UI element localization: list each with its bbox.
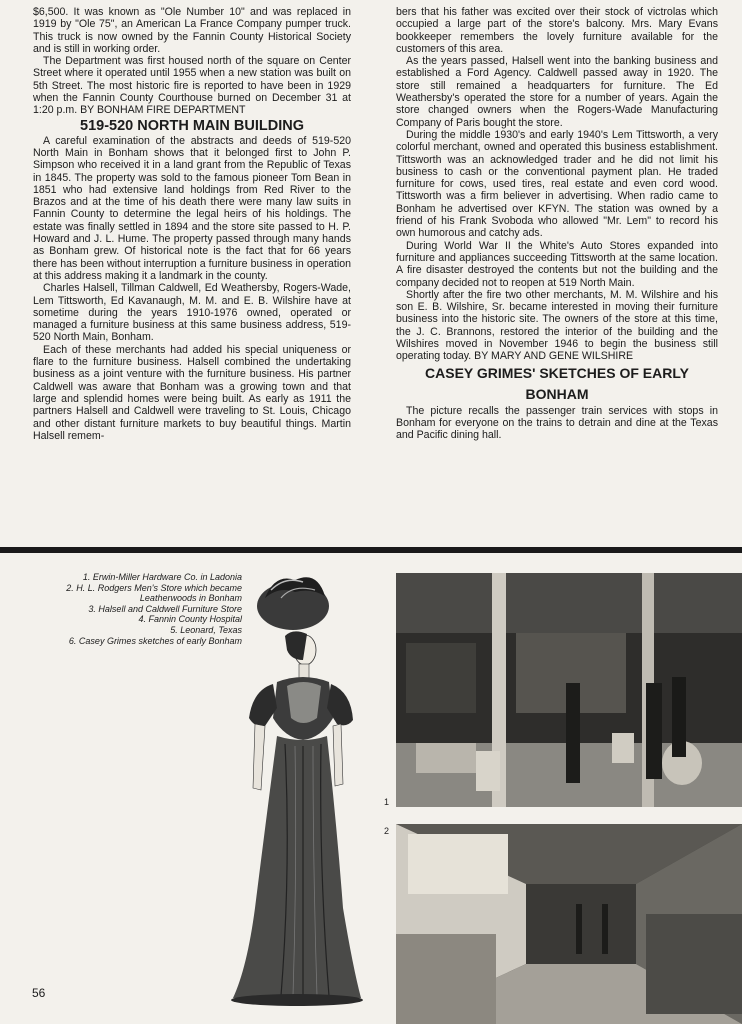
body-paragraph: During World War II the White's Auto Stores expanded into furniture and appliances succeeding Tittsworth at the same location. A fire disaster destroyed the contents but not the building and the company decided not to reopen at 519 North Main. [396, 239, 718, 289]
caption-line: 5. Leonard, Texas [170, 624, 242, 635]
mens-store-photo [396, 824, 742, 1024]
photo-number: 2 [384, 826, 390, 836]
right-column [396, 6, 718, 442]
victorian-woman-illustration [225, 568, 365, 1008]
body-paragraph: bers that his father was excited over their stock of victrolas which occupied a large part of the store's balcony. Mrs. Mary Evans bookkeeper remembers the lovely furniture available for the customers of this area. [396, 6, 718, 55]
left-column [33, 6, 351, 442]
caption-line: Leatherwoods in Bonham [139, 593, 242, 604]
caption-line: 2. H. L. Rodgers Men's Store which became [66, 582, 242, 593]
page-number: 56 [32, 986, 46, 1000]
caption-line: 1. Erwin-Miller Hardware Co. in Ladonia [82, 572, 242, 582]
body-paragraph: A careful examination of the abstracts and deeds of 519-520 North Main in Bonham shows that it belonged first to John P. Simpson who received it in a land grant from the Republic of Texas in 1845. The property was sold to the famous pioneer Tom Bean in 1851 who had extensive land holdings from Red River to the Brazos and at the time of his death there were many law suits in Fannin County to determine the legal heirs of his holdings. The estate was finally settled in 1894 and the store site passed to H. P. Howard and J. L. Hume. The property passed through many hands as Bonham grew. Of historical note is the fact that for 66 years there has been without interruption a furniture business in operation at this address making it a landmark in the county. [33, 134, 351, 282]
caption-line: 6. Casey Grimes sketches of early Bonham [68, 635, 242, 646]
section-heading: CASEY GRIMES' SKETCHES OF EARLY BONHAM [425, 364, 689, 402]
intro-paragraph: The Department was first housed north of the square on Center Street where it operated until 1955 when a new station was built on 5th Street. The most historic fire is reported to have been in 1929 when the Fannin County Courthouse burned on December 31 at 1:20 p.m. BY BONHAM FIRE DEPARTMENT [33, 55, 351, 117]
body-paragraph: During the middle 1930's and early 1940's Lem Tittsworth, a very colorful merchant, owned and operated this business establishment. Tittsworth was an acknowledged trader and he did not limit his business to cash or the conventional payment plan. He traded furniture for cows, used tires, real estate and even cord wood. Tittsworth was a firm believer in advertising. When radio came to Bonham he advertised over KFYN. The station was owned by a friend of his Frank Svoboda who allowed "Mr. Lem" to record his own humorous and catchy ads. [396, 128, 718, 240]
body-paragraph: Shortly after the fire two other merchants, M. M. Wilshire and his son E. B. Wilshire, Sr. became interested in moving their furniture business into the historic site. The owners of the store at this time, the J. C. Brannons, restored the interior of the building and the Wilshires moved in November 1946 to begin the business still operating today. BY MARY AND GENE WILSHIRE [396, 288, 718, 363]
section-divider [0, 547, 742, 553]
body-paragraph: Charles Halsell, Tillman Caldwell, Ed Weathersby, Rogers-Wade, Lem Tittsworth, Ed Kavanaugh, M. M. and E. B. Wilshire have at sometime during the years 1910-1976 owned, operated or managed a furniture business at this same business address, 519-520 North Main, Bonham. [33, 282, 351, 344]
photo-number: 1 [384, 797, 390, 807]
caption-line: 4. Fannin County Hospital [138, 614, 242, 625]
sketch-caption: The picture recalls the passenger train services with stops in Bonham for everyone on the trains to detrain and dine at the Texas and Pacific dining hall. [396, 404, 718, 442]
intro-paragraph: $6,500. It was known as "Ole Number 10" and was replaced in 1919 by "Ole 75", an American La France Company pumper truck. This truck is now owned by the Fannin County Historical Society and is still in working order. [33, 6, 351, 55]
body-paragraph: Each of these merchants had added his special uniqueness or flare to the furniture business. Halsell combined the undertaking business as a joint venture with the furniture business. His partner Caldwell was aware that Bonham was a growing town and that large and splendid homes were being built. As early as 1911 the partners Halsell and Caldwell were traveling to St. Louis, Chicago and other distant furniture markets to buy beautiful things. Martin Halsell remem- [33, 343, 351, 442]
caption-line: 3. Halsell and Caldwell Furniture Store [88, 603, 242, 614]
hardware-store-interior [396, 573, 742, 807]
section-heading: 519-520 NORTH MAIN BUILDING [80, 117, 304, 134]
mens-store-interior [396, 824, 742, 1024]
photo-captions [30, 572, 242, 646]
hardware-store-photo [396, 573, 742, 807]
body-paragraph: As the years passed, Halsell went into the banking business and established a Ford Agency. Caldwell passed away in 1920. The store still remained a headquarters for furniture. The Ed Weathersby's operated the store for a number of years. Again the store changed owners when the Rogers-Wade Manufacturing Company of Paris bought the store. [396, 55, 718, 129]
